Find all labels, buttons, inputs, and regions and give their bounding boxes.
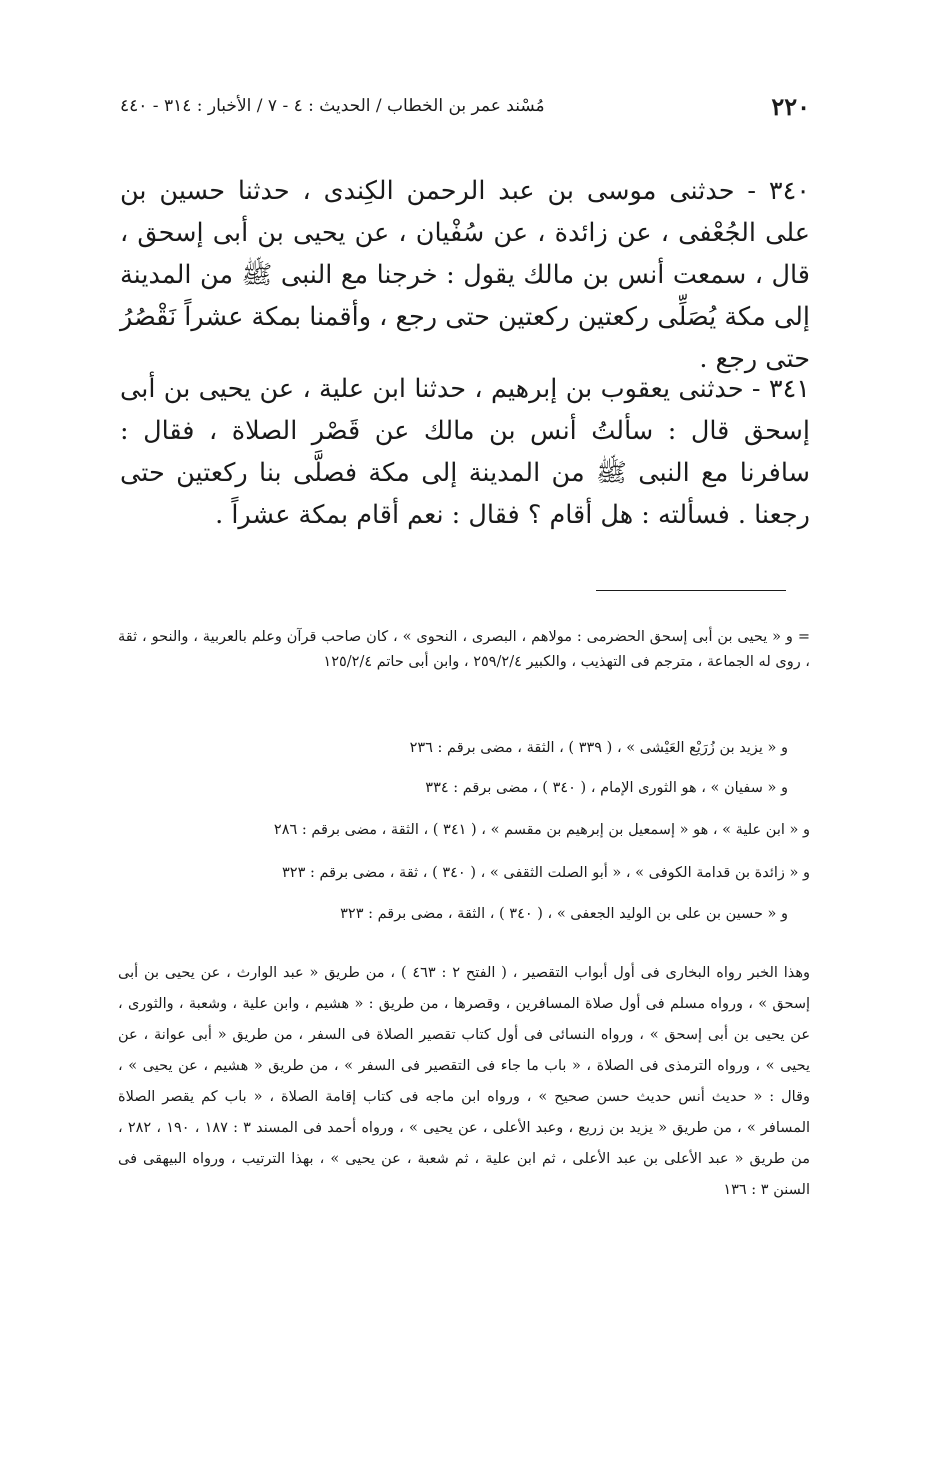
footnote-separator xyxy=(596,590,786,591)
footnote-ref-yazid: و « يزيد بن زُرَيْع العَيْشى » ، ( ٣٣٩ ) ، الثقة ، مضى برقم : ٢٣٦ xyxy=(409,740,788,756)
footnote-ref-zaida: و « زائدة بن قدامة الكوفى » ، « أبو الصلت الثقفى » ، ( ٣٤٠ ) ، ثقة ، مضى برقم : ٣٢٣ xyxy=(282,865,810,881)
page-header xyxy=(120,92,810,132)
footnote-takhrij: وهذا الخبر رواه البخارى فى أول أبواب التقصير ، ( الفتح ٢ : ٤٦٣ ) ، من طريق « عبد الوارث ، عن يحيى بن أبى إسحق » ، ورواه مسلم فى أول صلاة المسافرين ، وقصرها ، من طريق : « هشيم ، وابن علية ، وشعبة ، والثورى ، عن يحيى بن أبى إسحق » ، ورواه النسائى فى أول كتاب تقصير الصلاة فى السفر ، من طريق « أبى عوانة ، عن يحيى » ، ورواه الترمذى فى الصلاة ، « باب ما جاء فى التقصير فى السفر » ، من طريق « هشيم ، عن يحيى » ، وقال : « حديث أنس حديث حسن صحيح » ، ورواه ابن ماجه فى كتاب إقامة الصلاة ، « باب كم يقصر الصلاة المسافر » ، من طريق « يزيد بن زريع ، وعبد الأعلى ، عن يحيى » ، ورواه أحمد فى المسند ٣ : ١٨٧ ، ١٩٠ ، ٢٨٢ ، من طريق « عبد الأعلى بن عبد الأعلى ، ثم ابن علية ، ثم شعبة ، عن يحيى » ، بهذا الترتيب ، ورواه البيهقى فى السنن ٣ : ١٣٦ xyxy=(118,965,811,1198)
footnote-ref-husayn: و « حسين بن على بن الوليد الجعفى » ، ( ٣٤٠ ) ، الثقة ، مضى برقم : ٣٢٣ xyxy=(340,906,788,922)
footnote-ref-sufyan: و « سفيان » ، هو الثورى الإمام ، ( ٣٤٠ ) ، مضى برقم : ٣٣٤ xyxy=(425,780,788,796)
hadith-341: ٣٤١ - حدثنى يعقوب بن إبرهيم ، حدثنا ابن علية ، عن يحيى بن أبى إسحق قال : سألتُ أنس بن مالك عن قَصْر الصلاة ، فقال : سافرنا مع النبى ﷺ من المدينة إلى مكة فصلَّى بنا ركعتين حتى رجعنا . فسألته : هل أقام ؟ فقال : نعم أقام بمكة عشراً . xyxy=(120,374,810,530)
footnote-ref-ibn-ulayya: و « ابن علية » ، هو « إسمعيل بن إبرهيم بن مقسم » ، ( ٣٤١ ) ، الثقة ، مضى برقم : ٢٨٦ xyxy=(273,822,810,838)
running-title: مُسْند عمر بن الخطاب / الحديث : ٤ - ٧ / الأخبار : ٣١٤ - ٤٤٠ xyxy=(120,96,545,116)
page-number: ٢٢٠ xyxy=(771,92,810,121)
footnote-yahya: = و « يحيى بن أبى إسحق الحضرمى : مولاهم ، البصرى ، النحوى » ، كان صاحب قرآن وعلم بالعربية ، والنحو ، ثقة ، روى له الجماعة ، مترجم فى التهذيب ، والكبير ٢٥٩/٢/٤ ، وابن أبى حاتم ١٢٥/٢/٤ xyxy=(118,629,810,670)
hadith-340: ٣٤٠ - حدثنى موسى بن عبد الرحمن الكِندى ، حدثنا حسين بن على الجُعْفى ، عن زائدة ، عن سُفْيان ، عن يحيى بن أبى إسحق ، قال ، سمعت أنس بن مالك يقول : خرجنا مع النبى ﷺ من المدينة إلى مكة يُصَلِّى ركعتين ركعتين حتى رجع ، وأقمنا بمكة عشراً نَقْصُرُ حتى رجع . xyxy=(120,176,810,374)
